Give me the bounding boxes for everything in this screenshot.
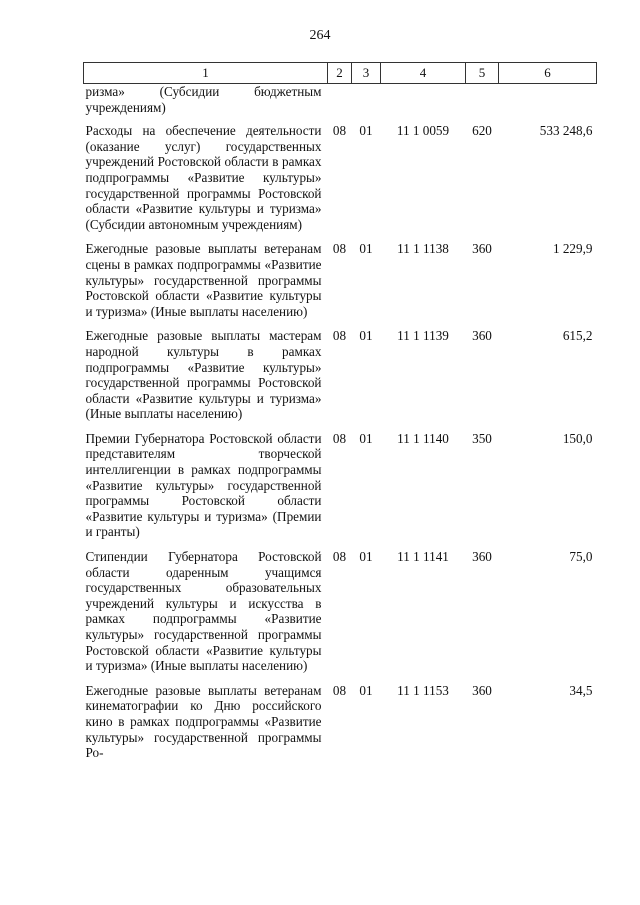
row-amount: 34,5 <box>569 682 593 698</box>
row-amount <box>499 84 597 124</box>
row-description: Ежегодные разовые выплаты мастерам народной культуры в рамках подпрограммы «Развитие культуры» государственной программы Ростовской области «Развитие культуры и туризма» (Иные выплаты населению) <box>85 328 322 422</box>
header-col-4: 4 <box>381 63 466 84</box>
table-row <box>84 431 597 549</box>
table-row <box>84 683 597 770</box>
row-section: 08 <box>332 328 347 344</box>
row-expense-type: 360 <box>472 328 492 344</box>
row-description: Ежегодные разовые выплаты ветеранам кинематографии ко Дню российского кино в рамках подпрограммы «Развитие культуры» государственной программы Ро- <box>85 682 322 761</box>
row-description: ризма» (Субсидии бюджетным учреждениям) <box>85 84 322 115</box>
row-expense-type: 360 <box>472 549 492 565</box>
row-amount: 75,0 <box>569 549 593 565</box>
row-subsection: 01 <box>359 682 373 698</box>
table-row <box>84 549 597 683</box>
header-col-1: 1 <box>84 63 328 84</box>
row-expense-type: 620 <box>472 123 492 139</box>
row-target-code: 11 1 1139 <box>397 328 449 344</box>
row-target-code: 11 1 1141 <box>397 549 449 565</box>
row-subsection: 01 <box>359 241 373 257</box>
row-description: Ежегодные разовые выплаты ветеранам сцены в рамках подпрограммы «Развитие культуры» государственной программы Ростовской области «Развитие культуры и туризма» (Иные выплаты населению) <box>85 241 322 319</box>
row-description: Расходы на обеспечение деятельности (оказание услуг) государственных учреждений Ростовской области в рамках подпрограммы «Развитие культуры» государственной программы Ростовской области «Развитие культуры и туризма» (Субсидии автономным учреждениям) <box>85 123 322 232</box>
row-amount: 533 248,6 <box>539 123 593 139</box>
row-subsection: 01 <box>359 328 373 344</box>
header-col-6: 6 <box>499 63 597 84</box>
row-expense-type <box>466 84 499 124</box>
row-target-code: 11 1 1140 <box>397 430 449 446</box>
row-section: 08 <box>332 549 347 565</box>
row-section <box>328 84 352 124</box>
row-subsection: 01 <box>359 549 373 565</box>
row-subsection <box>352 84 381 124</box>
row-section: 08 <box>332 241 347 257</box>
row-expense-type: 350 <box>472 430 492 446</box>
row-section: 08 <box>332 682 347 698</box>
row-target-code <box>381 84 466 124</box>
row-target-code: 11 1 0059 <box>396 123 450 139</box>
row-description: Премии Губернатора Ростовской области представителям творческой интеллигенции в рамках подпрограммы «Развитие культуры» государственной программы Ростовской области «Развитие культуры и туризма» (Премии и гранты) <box>85 430 322 540</box>
table-row <box>84 84 597 124</box>
row-subsection: 01 <box>359 430 373 446</box>
header-col-2: 2 <box>328 63 352 84</box>
table-header <box>84 63 597 84</box>
row-amount: 150,0 <box>562 430 593 446</box>
budget-table <box>83 62 597 770</box>
row-amount: 615,2 <box>562 328 593 344</box>
row-expense-type: 360 <box>472 241 492 257</box>
row-expense-type: 360 <box>472 682 492 698</box>
table-row <box>84 328 597 431</box>
row-target-code: 11 1 1153 <box>397 682 449 698</box>
row-subsection: 01 <box>359 123 373 139</box>
row-section: 08 <box>332 123 347 139</box>
table-row <box>84 123 597 241</box>
row-description: Стипендии Губернатора Ростовской области одаренным учащимся государственных образовательных учреждений культуры и искусства в рамках подпрограммы «Развитие культуры» государственной программы Ростовской области «Развитие культуры и туризма» (Иные выплаты населению) <box>85 549 322 674</box>
header-col-3: 3 <box>352 63 381 84</box>
row-target-code: 11 1 1138 <box>397 241 449 257</box>
row-amount: 1 229,9 <box>552 241 593 257</box>
table-row <box>84 241 597 328</box>
page-number: 264 <box>309 28 331 43</box>
row-section: 08 <box>332 430 347 446</box>
header-col-5: 5 <box>466 63 499 84</box>
